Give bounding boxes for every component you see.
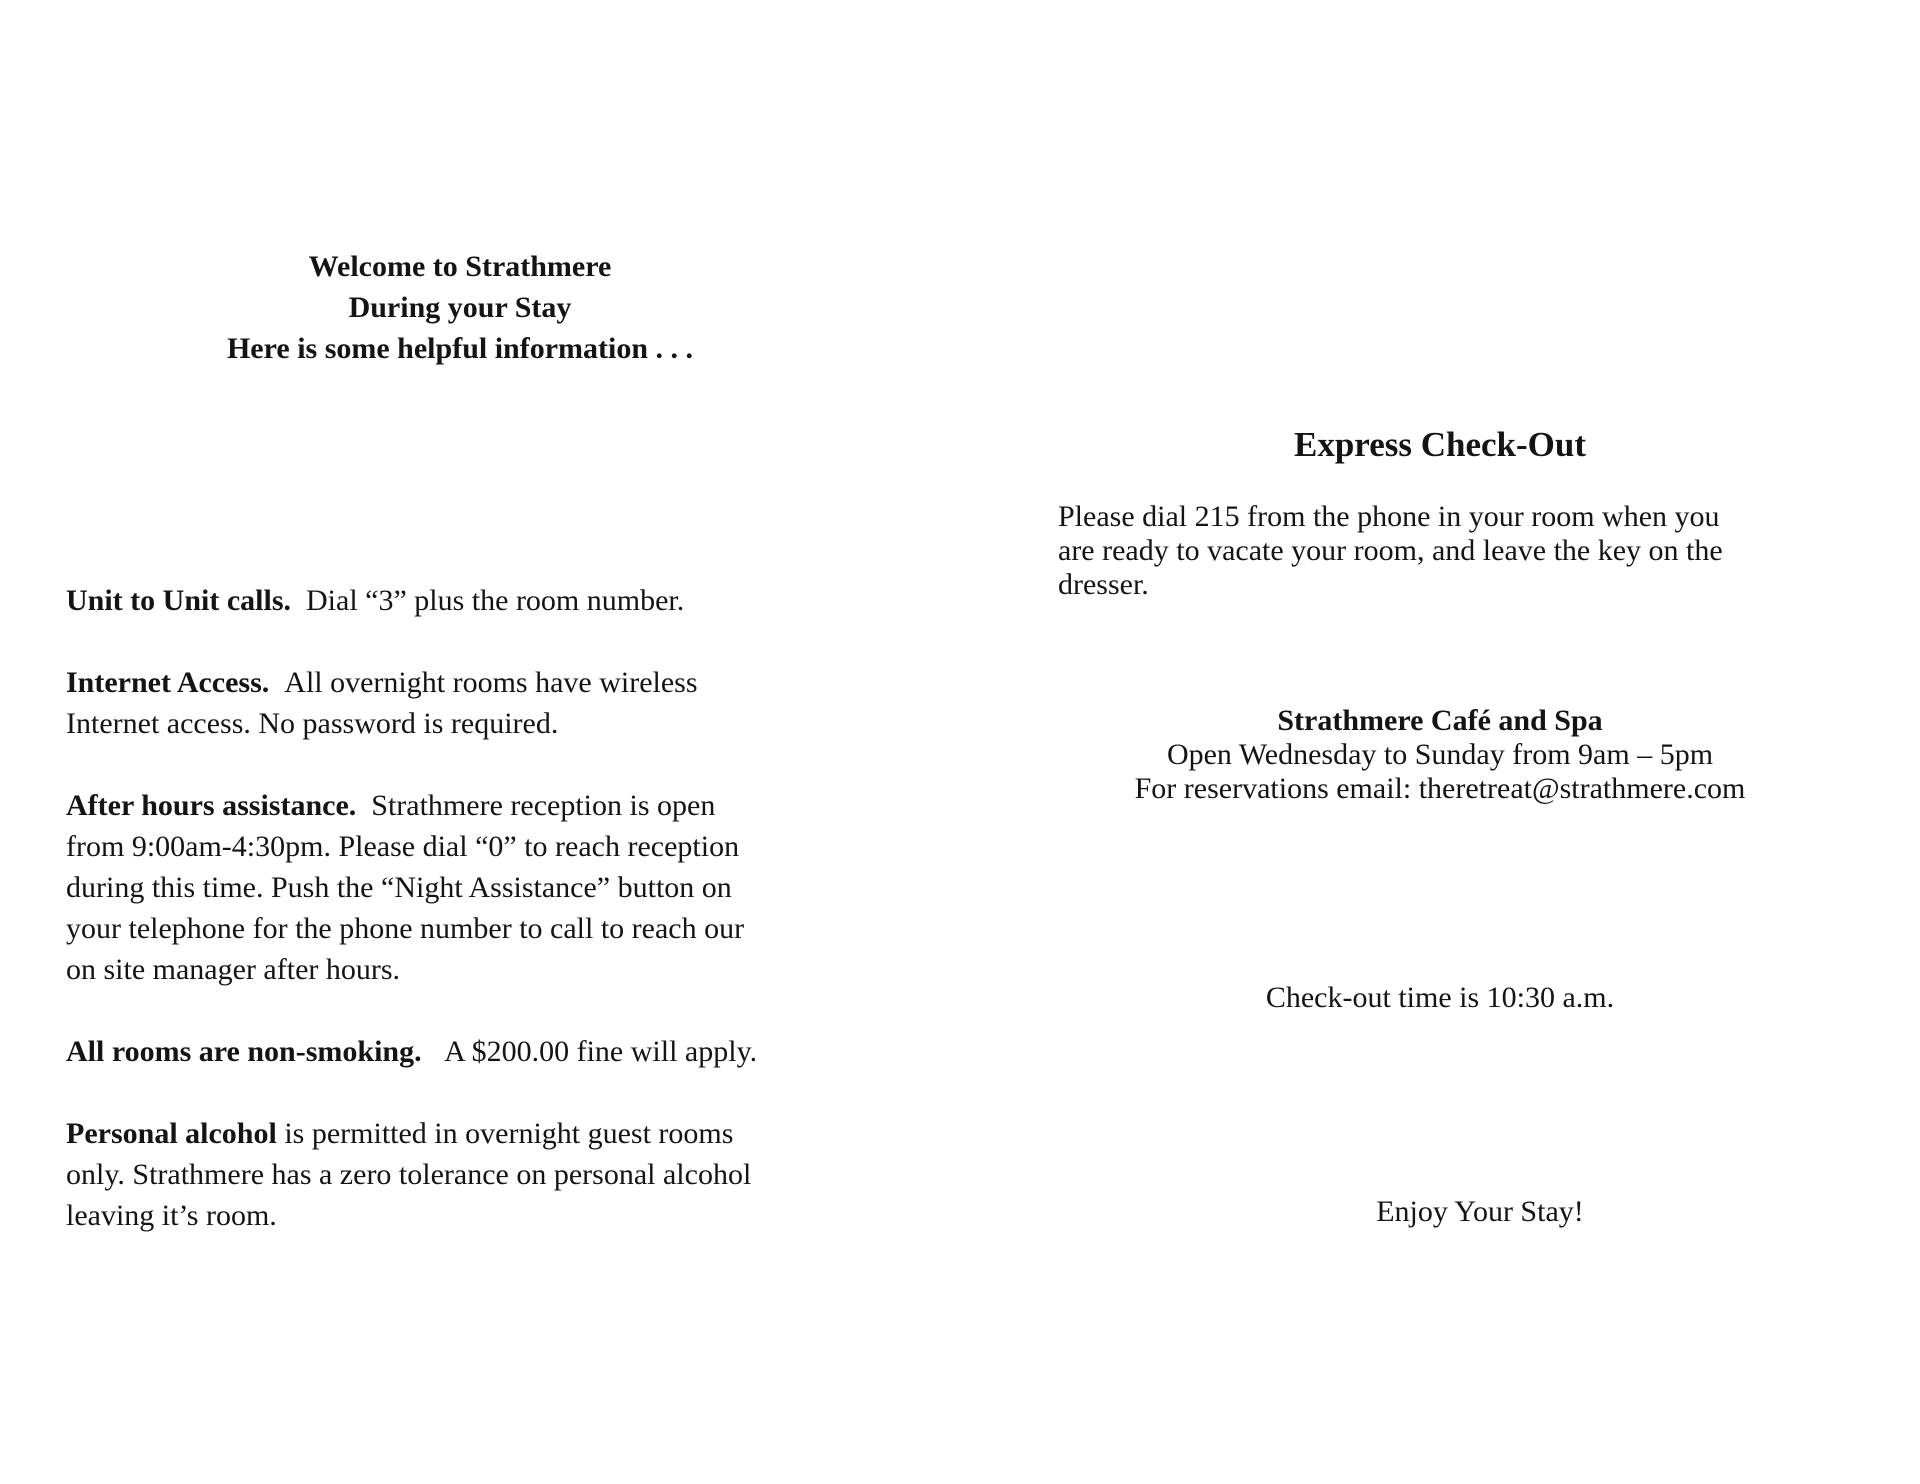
helpful-info-list <box>66 580 866 1277</box>
info-smoking-text: A $200.00 fine will apply. <box>444 1035 758 1068</box>
info-after-hours-line-1: Strathmere reception is open <box>371 789 716 822</box>
cafe-title: Strathmere Café and Spa <box>1277 704 1603 737</box>
info-internet-line-2: Internet access. No password is required. <box>66 707 559 740</box>
welcome-line-1: Welcome to Strathmere <box>308 250 612 283</box>
info-alcohol-line-2: only. Strathmere has a zero tolerance on personal alcohol <box>66 1158 752 1191</box>
info-after-hours-line-3: during this time. Push the “Night Assistance” button on <box>66 871 732 904</box>
checkout-time: Check-out time is 10:30 a.m. <box>1265 981 1615 1014</box>
info-alcohol-line-1: is permitted in overnight guest rooms <box>284 1117 734 1150</box>
closing-message: Enjoy Your Stay! <box>1376 1195 1584 1228</box>
info-internet-line-1: All overnight rooms have wireless <box>284 666 698 699</box>
info-unit-calls <box>66 580 866 621</box>
info-internet <box>66 662 866 744</box>
express-line-1: Please dial 215 from the phone in your room when you <box>1058 500 1720 533</box>
info-alcohol-line-3: leaving it’s room. <box>66 1199 277 1232</box>
info-after-hours <box>66 785 866 990</box>
info-after-hours-line-5: on site manager after hours. <box>66 953 401 986</box>
welcome-line-2: During your Stay <box>348 291 572 324</box>
express-checkout-instructions <box>1058 500 1838 602</box>
info-alcohol-heading: Personal alcohol <box>66 1117 277 1150</box>
info-unit-calls-text: Dial “3” plus the room number. <box>306 584 685 617</box>
info-alcohol <box>66 1113 866 1236</box>
cafe-info <box>1060 704 1820 806</box>
info-unit-calls-heading: Unit to Unit calls. <box>66 584 291 617</box>
info-smoking <box>66 1031 866 1072</box>
express-line-2: are ready to vacate your room, and leave the key on the <box>1058 534 1723 567</box>
express-line-3: dresser. <box>1058 568 1149 601</box>
info-internet-heading: Internet Access. <box>66 666 270 699</box>
info-after-hours-heading: After hours assistance. <box>66 789 357 822</box>
info-after-hours-line-4: your telephone for the phone number to call to reach our <box>66 912 745 945</box>
welcome-heading <box>90 246 830 369</box>
info-smoking-heading: All rooms are non-smoking. <box>66 1035 422 1068</box>
welcome-line-3: Here is some helpful information . . . <box>226 332 694 365</box>
info-after-hours-line-2: from 9:00am-4:30pm. Please dial “0” to reach reception <box>66 830 740 863</box>
express-checkout-title: Express Check-Out <box>1293 425 1586 464</box>
cafe-hours: Open Wednesday to Sunday from 9am – 5pm <box>1166 738 1714 771</box>
cafe-reservations: For reservations email: theretreat@strathmere.com <box>1134 772 1746 805</box>
